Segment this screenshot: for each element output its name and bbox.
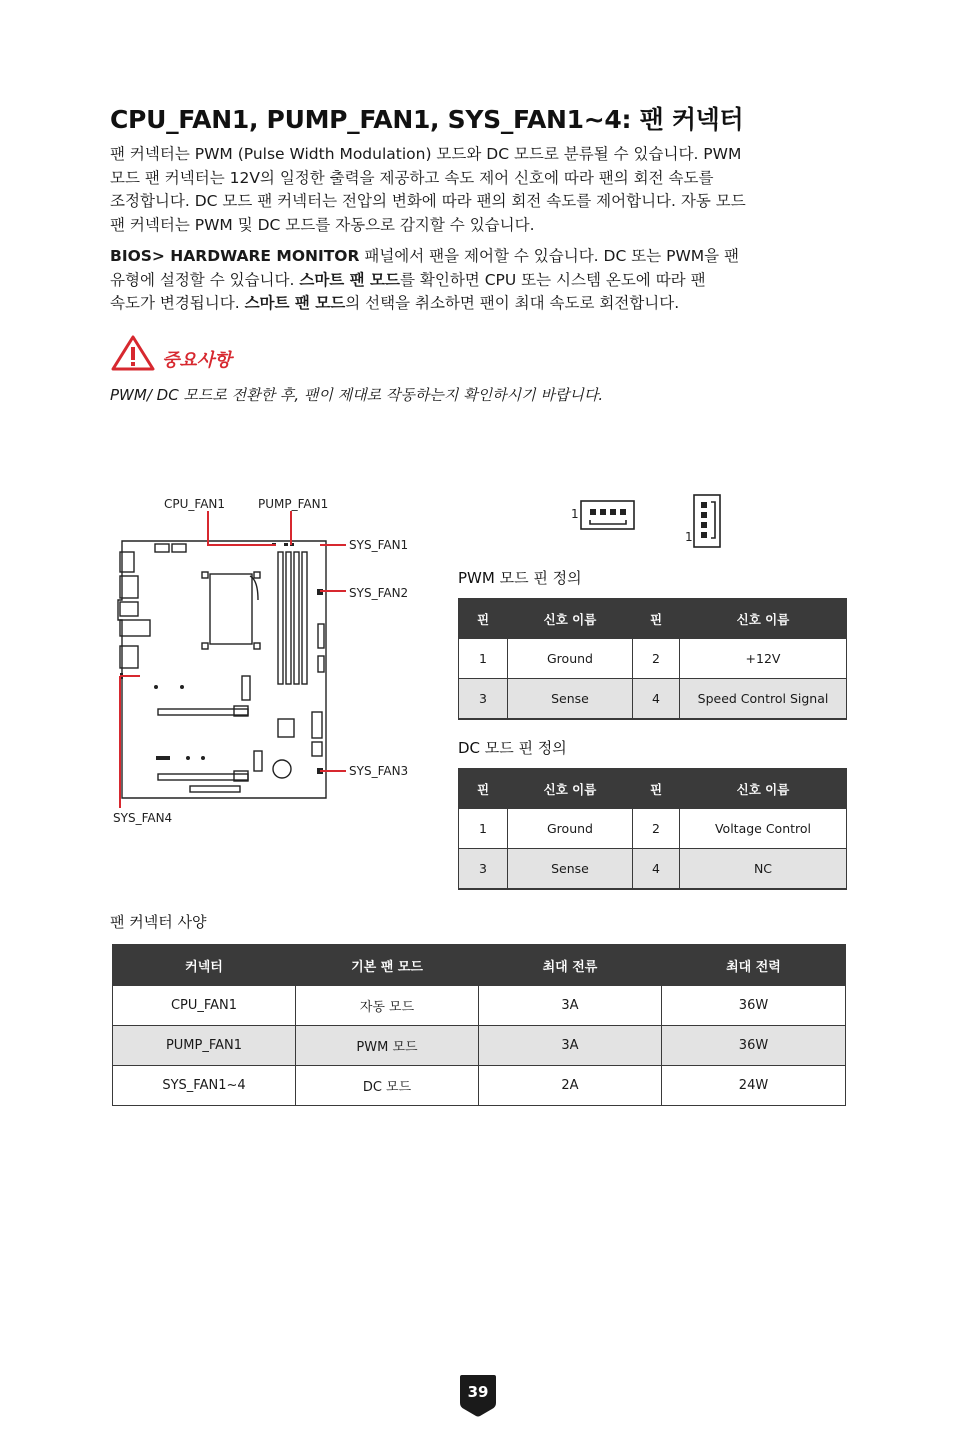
table-cell: CPU_FAN1 [113, 986, 296, 1026]
sys-fan3-label: SYS_FAN3 [349, 764, 409, 778]
fan-connector-horizontal-icon [580, 500, 636, 532]
smart-fan-mode-2: 스마트 팬 모드 [244, 294, 346, 312]
warning-icon [110, 334, 156, 372]
pin1-marker-horizontal: 1 [571, 507, 579, 521]
fan-connector-vertical-icon [693, 494, 723, 550]
bios-line-2-pre: 유형에 설정할 수 있습니다. [110, 270, 300, 289]
table-cell: 2 [633, 639, 680, 679]
table-cell: Sense [508, 679, 633, 720]
pwm-table-label: PWM 모드 핀 정의 [458, 569, 582, 587]
important-text: PWM/ DC 모드로 전환한 후, 팬이 제대로 작동하는지 확인하시기 바랍니다. [110, 386, 604, 404]
table-header: 핀 [633, 599, 680, 639]
bios-line-3-rest: 의 선택을 취소하면 팬이 최대 속도로 회전합니다. [345, 294, 680, 312]
important-title: 중요사항 [162, 350, 232, 371]
table-header: 커넥터 [113, 945, 296, 986]
table-cell: 36W [662, 1026, 846, 1066]
table-cell: NC [680, 849, 847, 890]
table-header: 신호 이름 [680, 599, 847, 639]
table-header: 신호 이름 [508, 599, 633, 639]
table-header-row [459, 599, 847, 639]
table-row [459, 849, 847, 890]
table-cell: 4 [633, 679, 680, 720]
intro-line-1: 팬 커넥터는 PWM (Pulse Width Modulation) 모드와 DC 모드로 분류될 수 있습니다. PWM [110, 145, 742, 163]
pump-fan1-label: PUMP_FAN1 [258, 497, 329, 511]
sys-fan1-label: SYS_FAN1 [349, 538, 409, 552]
table-cell: SYS_FAN1~4 [113, 1066, 296, 1106]
intro-line-2: 모드 팬 커넥터는 12V의 일정한 출력을 제공하고 속도 제어 신호에 따라 팬의 회전 속도를 [110, 168, 714, 187]
table-header: 최대 전력 [662, 945, 846, 986]
smart-fan-mode-1: 스마트 팬 모드 [299, 270, 400, 289]
page-number: 39 [467, 1383, 489, 1401]
table-row [113, 1066, 846, 1106]
table-cell: Sense [508, 849, 633, 890]
dc-table-label: DC 모드 핀 정의 [458, 739, 567, 757]
table-header: 최대 전류 [479, 945, 662, 986]
bios-line-2-rest: 를 확인하면 CPU 또는 시스템 온도에 따라 팬 [399, 270, 706, 289]
table-row [459, 639, 847, 679]
table-cell: 3 [459, 679, 508, 720]
pin1-marker-vertical: 1 [685, 530, 693, 544]
spec-table-label: 팬 커넥터 사양 [110, 913, 207, 931]
table-header: 핀 [459, 599, 508, 639]
page-title: CPU_FAN1, PUMP_FAN1, SYS_FAN1~4: 팬 커넥터 [110, 105, 744, 134]
fan-spec-table [112, 944, 846, 1106]
table-cell: 4 [633, 849, 680, 890]
table-header: 핀 [633, 769, 680, 809]
cpu-fan1-label: CPU_FAN1 [164, 497, 226, 511]
table-row [113, 1026, 846, 1066]
table-row [459, 679, 847, 720]
table-cell: +12V [680, 639, 847, 679]
table-header: 핀 [459, 769, 508, 809]
table-cell: DC 모드 [296, 1066, 479, 1106]
sys-fan2-label: SYS_FAN2 [349, 586, 409, 600]
table-cell: Ground [508, 639, 633, 679]
bios-path: BIOS> HARDWARE MONITOR [110, 247, 360, 265]
table-header: 신호 이름 [508, 769, 633, 809]
table-cell: 1 [459, 639, 508, 679]
table-cell: PUMP_FAN1 [113, 1026, 296, 1066]
table-header: 기본 팬 모드 [296, 945, 479, 986]
dc-pin-table [458, 768, 847, 890]
table-cell: 2A [479, 1066, 662, 1106]
table-header: 신호 이름 [680, 769, 847, 809]
table-cell: 2 [633, 809, 680, 849]
table-cell: 3 [459, 849, 508, 890]
table-row [113, 986, 846, 1026]
table-cell: Ground [508, 809, 633, 849]
table-header-row [459, 769, 847, 809]
table-row [459, 809, 847, 849]
table-cell: 24W [662, 1066, 846, 1106]
bios-paragraph [110, 245, 850, 316]
sys-fan4-label: SYS_FAN4 [113, 811, 173, 825]
table-cell: 36W [662, 986, 846, 1026]
table-cell: Voltage Control [680, 809, 847, 849]
table-header-row [113, 945, 846, 986]
table-cell: 3A [479, 1026, 662, 1066]
intro-line-3: 조정합니다. DC 모드 팬 커넥터는 전압의 변화에 따라 팬의 회전 속도를 제어합니다. 자동 모드 [110, 192, 746, 210]
intro-paragraph [110, 143, 850, 237]
table-cell: Speed Control Signal [680, 679, 847, 720]
table-cell: 3A [479, 986, 662, 1026]
table-cell: 1 [459, 809, 508, 849]
intro-line-4: 팬 커넥터는 PWM 및 DC 모드를 자동으로 감지할 수 있습니다. [110, 215, 535, 234]
bios-line-3-pre: 속도가 변경됩니다. [110, 294, 245, 312]
pwm-pin-table [458, 598, 847, 720]
table-cell: 자동 모드 [296, 986, 479, 1026]
bios-line-1: 패널에서 팬을 제어할 수 있습니다. DC 또는 PWM을 팬 [359, 247, 740, 265]
table-cell: PWM 모드 [296, 1026, 479, 1066]
